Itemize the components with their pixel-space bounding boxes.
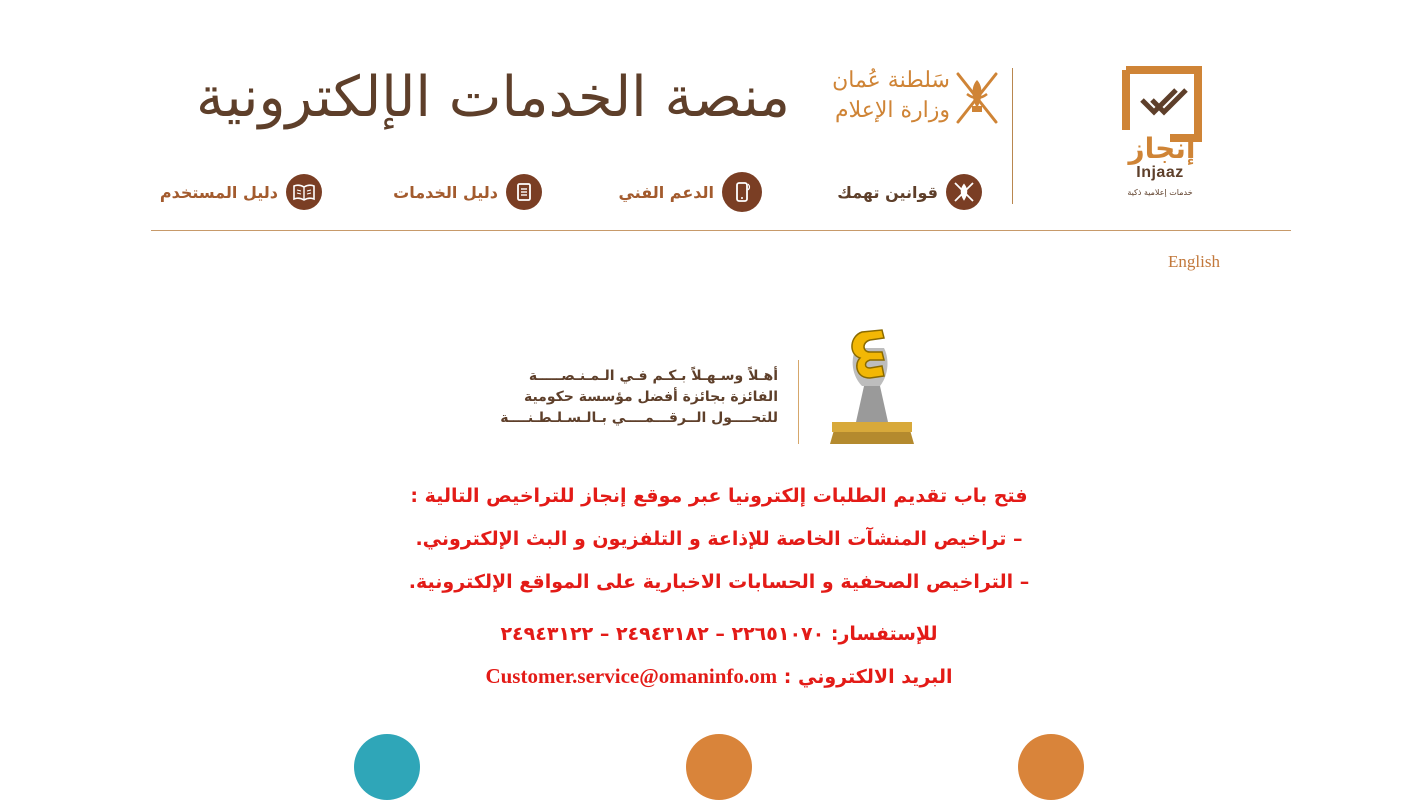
- inquiry-phones: للإستفسار: ٢٢٦٥١٠٧٠ – ٢٤٩٤٣١٨٢ – ٢٤٩٤٣١٢٢: [500, 623, 938, 645]
- injaaz-check-icon: [1118, 66, 1202, 166]
- award-line: للتحــــول الــرقـــمــــي بـالـسـلـطـنــــة: [500, 410, 778, 426]
- nav-services-guide-link[interactable]: [386, 170, 542, 214]
- header-rule: [151, 230, 1291, 231]
- injaaz-glyph: إنجاز: [1128, 132, 1196, 165]
- injaaz-wordmark: Injaaz: [1136, 164, 1184, 181]
- email-label: البريد الالكتروني :: [783, 666, 953, 688]
- email-address-link[interactable]: Customer.service@omaninfo.om: [485, 664, 778, 688]
- contact-email-row: [300, 662, 1138, 691]
- nav-user-guide-label: دليل المستخدم: [159, 182, 278, 202]
- mobile-phone-icon: [722, 172, 762, 212]
- nav-laws-label: قوانين تهمك: [837, 182, 938, 202]
- open-book-icon: [286, 174, 322, 210]
- injaaz-tagline: خدمات إعلامية ذكية: [1127, 188, 1193, 197]
- nav-services-guide-label: دليل الخدمات: [393, 182, 498, 202]
- nav-user-guide-link[interactable]: [159, 170, 322, 214]
- header-divider: [1012, 68, 1013, 204]
- ministry-logo: [810, 66, 1002, 132]
- nav-support-label: الدعم الفني: [618, 182, 714, 202]
- nav-laws-link[interactable]: [826, 170, 982, 214]
- service-icon-circle[interactable]: [354, 734, 420, 800]
- award-line: أهـلاً وسـهـلاً بـكـم فـي الـمـنـصـــــة: [528, 368, 778, 384]
- ministry-line-sultanate: سَلطنة عُمان: [832, 68, 950, 93]
- ministry-text: [810, 66, 950, 132]
- award-text: [500, 366, 778, 429]
- service-icon-circle[interactable]: [686, 734, 752, 800]
- award-line: الفائزة بجائزة أفضل مؤسسة حكومية: [523, 389, 778, 405]
- announcement-heading: فتح باب تقديم الطلبات إلكترونيا عبر موقع إنجاز للتراخيص التالية :: [410, 485, 1028, 507]
- ministry-line-ministry: وزارة الإعلام: [834, 98, 950, 123]
- platform-title: منصة الخدمات الإلكترونية: [195, 65, 790, 130]
- language-switch-link[interactable]: English: [1168, 252, 1220, 271]
- trophy-icon: [826, 326, 918, 452]
- document-icon: [506, 174, 542, 210]
- service-icon-circle[interactable]: [1018, 734, 1084, 800]
- oman-emblem-icon: [952, 68, 1002, 128]
- nav-support-link[interactable]: [606, 170, 762, 214]
- announcement-item-press: – التراخيص الصحفية و الحسابات الاخبارية على المواقع الإلكترونية.: [408, 571, 1030, 593]
- injaaz-logo[interactable]: [1114, 66, 1206, 206]
- announcement-item-broadcast: – تراخيص المنشآت الخاصة للإذاعة و التلفزيون و البث الإلكتروني.: [415, 528, 1023, 550]
- award-divider: [798, 360, 799, 444]
- khanjar-icon: [946, 174, 982, 210]
